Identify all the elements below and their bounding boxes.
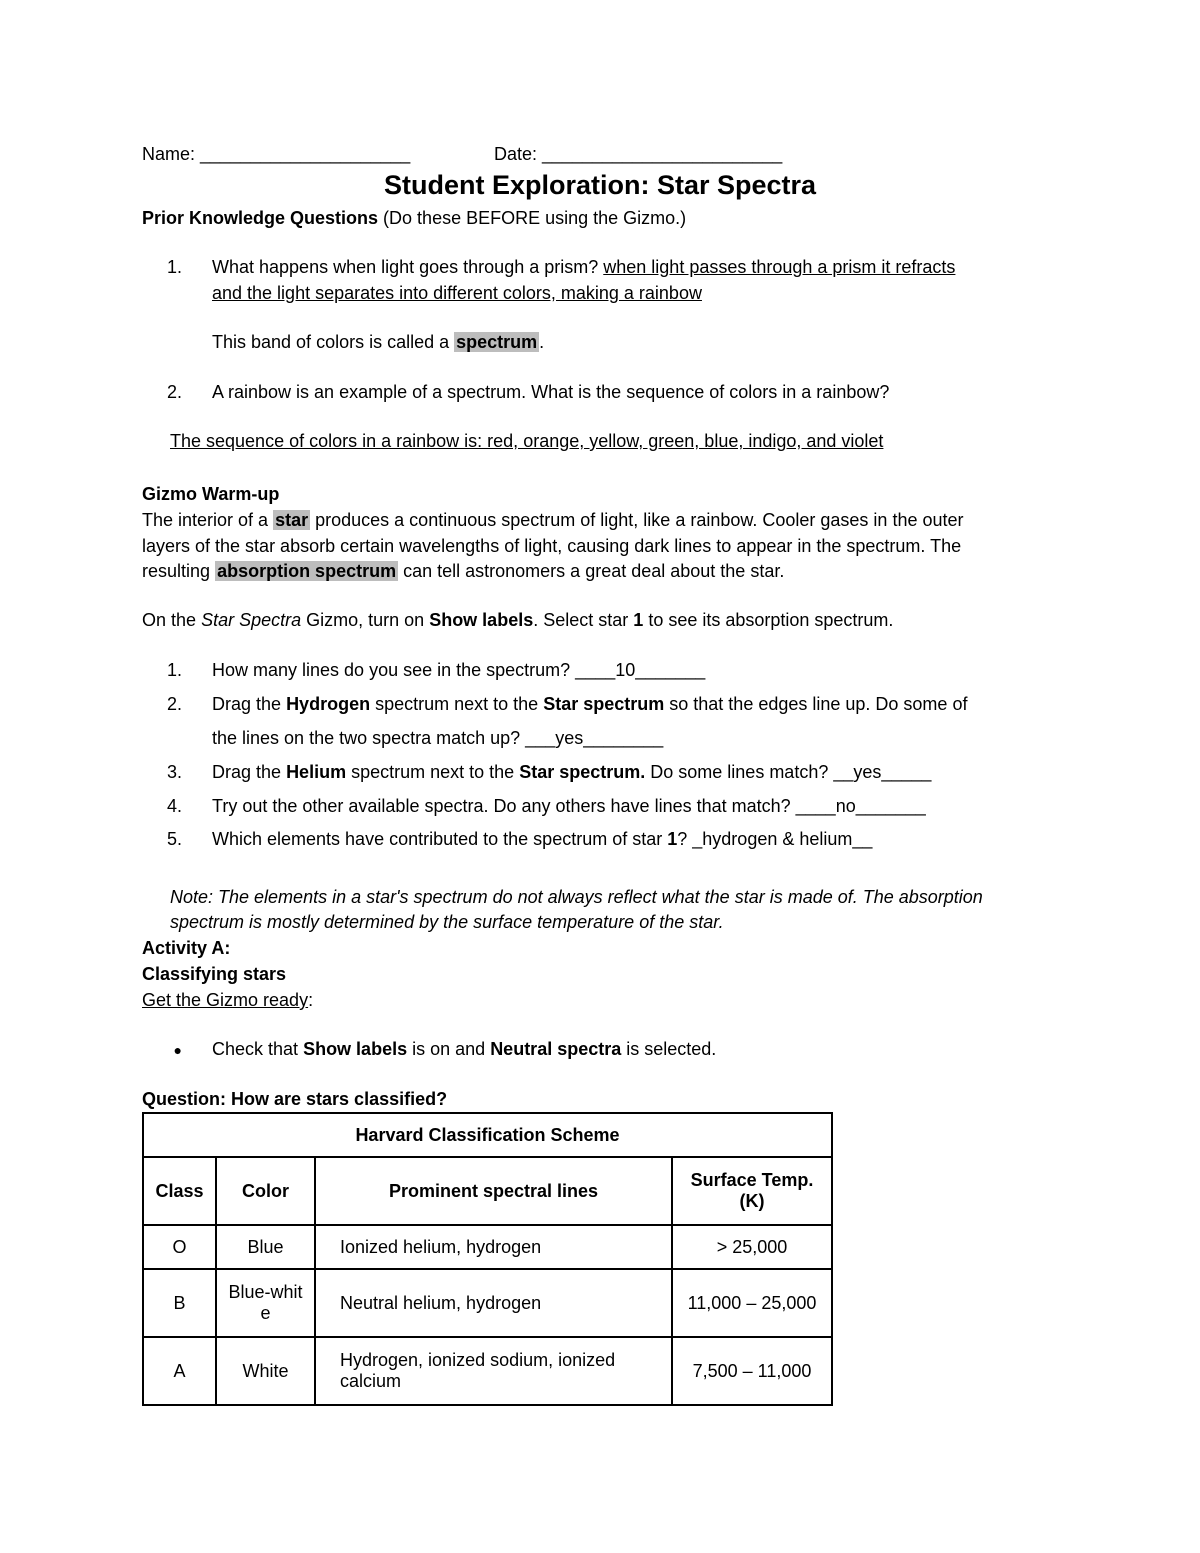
warmup-line2: layers of the star absorb certain wavelengths of light, causing dark lines to appear in the spectrum. The (142, 536, 962, 556)
instr-c: . Select star (533, 610, 629, 630)
date-label: Date: (494, 144, 538, 164)
row-a-color: White (216, 1337, 315, 1405)
item5-a: Which elements have contributed to the spectrum of star (212, 829, 663, 849)
question-heading: Question: How are stars classified? (142, 1089, 448, 1109)
item3-star-spectrum: Star spectrum. (519, 762, 646, 782)
instr-star-number: 1 (633, 610, 644, 630)
gizmo-ready (142, 990, 313, 1011)
activity-heading: Activity A: (142, 938, 231, 958)
item3-d: Do some lines match? __yes_____ (650, 762, 932, 782)
page-title: Student Exploration: Star Spectra (383, 170, 817, 200)
spectrum-prefix: This band of colors is called a (212, 332, 450, 352)
prior-heading (142, 208, 686, 229)
item2-number: 2. (166, 694, 182, 714)
bullet-d: is selected. (626, 1039, 717, 1059)
warmup-item-2 (142, 694, 967, 715)
row-o-color: Blue (216, 1225, 315, 1269)
row-b-lines: Neutral helium, hydrogen (315, 1269, 672, 1337)
row-a-class: A (143, 1337, 216, 1405)
warmup-line1 (142, 510, 964, 531)
activity-subheading: Classifying stars (142, 964, 287, 984)
row-o-lines: Ionized helium, hydrogen (315, 1225, 672, 1269)
date-field[interactable] (494, 144, 782, 165)
row-a-lines-line1: Hydrogen, ionized sodium, ionized (340, 1350, 616, 1370)
bullet-item (142, 1039, 716, 1060)
item5-c: ? _hydrogen & helium__ (677, 829, 873, 849)
warmup-instruction (142, 610, 893, 631)
q2-answer: The sequence of colors in a rainbow is: red, orange, yellow, green, blue, indigo, and violet (170, 431, 884, 451)
table-row (143, 1337, 832, 1405)
header-class: Class (143, 1157, 216, 1225)
table-row (143, 1269, 832, 1337)
item1-number: 1. (166, 660, 182, 680)
item2-hydrogen: Hydrogen (286, 694, 371, 714)
row-a-lines-line2: calcium (340, 1371, 402, 1391)
table-caption-row (143, 1113, 832, 1157)
row-b-color-line2: e (260, 1303, 271, 1323)
instr-show-labels: Show labels (429, 610, 534, 630)
instr-gizmo-name: Star Spectra (201, 610, 302, 630)
row-b-class: B (143, 1269, 216, 1337)
row-a-lines (315, 1337, 672, 1405)
prior-q1 (142, 257, 955, 278)
prior-q2 (142, 382, 889, 403)
gizmo-ready-colon: : (308, 990, 314, 1010)
q1-answer-line2: and the light separates into different colors, making a rainbow (212, 283, 702, 303)
note-line2: spectrum is mostly determined by the surface temperature of the star. (170, 912, 724, 932)
item5-number: 5. (166, 829, 182, 849)
spectrum-suffix: . (539, 332, 545, 352)
item2-a: Drag the (212, 694, 282, 714)
note-line1: Note: The elements in a star's spectrum do not always reflect what the star is made of. The absorption (170, 887, 983, 907)
instr-b: Gizmo, turn on (306, 610, 425, 630)
table-header-row (143, 1157, 832, 1225)
absorption-spectrum-term: absorption spectrum (217, 561, 397, 581)
warmup-item-3 (142, 762, 931, 783)
header-temp-line2: (K) (739, 1191, 765, 1211)
table-caption: Harvard Classification Scheme (143, 1113, 832, 1157)
warmup-line3 (142, 561, 784, 582)
spectrum-sentence (212, 332, 544, 353)
item2-star-spectrum: Star spectrum (543, 694, 665, 714)
date-blank: ________________________ (542, 144, 783, 164)
instr-d: to see its absorption spectrum. (648, 610, 894, 630)
warmup-line1-b: produces a continuous spectrum of light, like a rainbow. Cooler gases in the outer (315, 510, 964, 530)
row-b-color (216, 1269, 315, 1337)
bullet-a: Check that (212, 1039, 299, 1059)
header-lines: Prominent spectral lines (315, 1157, 672, 1225)
bullet-show-labels: Show labels (303, 1039, 408, 1059)
item2-d: so that the edges line up. Do some of (669, 694, 968, 714)
warmup-line3-b: can tell astronomers a great deal about the star. (403, 561, 785, 581)
spectrum-term: spectrum (456, 332, 538, 352)
header-color: Color (216, 1157, 315, 1225)
row-b-temp: 11,000 – 25,000 (672, 1269, 832, 1337)
q1-number: 1. (166, 257, 182, 277)
warmup-line3-a: resulting (142, 561, 211, 581)
warmup-item-5 (142, 829, 872, 850)
header-temp (672, 1157, 832, 1225)
bullet-c: is on and (412, 1039, 486, 1059)
item3-number: 3. (166, 762, 182, 782)
bullet-neutral-spectra: Neutral spectra (490, 1039, 622, 1059)
q1-text: What happens when light goes through a prism? (212, 257, 599, 277)
row-o-temp: > 25,000 (672, 1225, 832, 1269)
warmup-item-4 (142, 796, 926, 817)
table-row (143, 1225, 832, 1269)
header-temp-line1: Surface Temp. (690, 1170, 814, 1190)
row-b-color-line1: Blue-whit (228, 1282, 303, 1302)
row-a-temp: 7,500 – 11,000 (672, 1337, 832, 1405)
bullet-icon: ● (173, 1042, 182, 1058)
item1-text: How many lines do you see in the spectrum? ____10_______ (212, 660, 706, 680)
item3-a: Drag the (212, 762, 282, 782)
warmup-item-1 (142, 660, 705, 681)
gizmo-ready-text: Get the Gizmo ready (142, 990, 309, 1010)
harvard-classification-table (142, 1112, 833, 1406)
instr-a: On the (142, 610, 197, 630)
row-o-class: O (143, 1225, 216, 1269)
name-blank: _____________________ (200, 144, 411, 164)
name-field[interactable] (142, 144, 410, 165)
star-term: star (275, 510, 309, 530)
prior-heading-bold: Prior Knowledge Questions (142, 208, 379, 228)
q1-answer-line1: when light passes through a prism it refracts (603, 257, 956, 277)
q2-text: A rainbow is an example of a spectrum. What is the sequence of colors in a rainbow? (212, 382, 890, 402)
item3-helium: Helium (286, 762, 347, 782)
name-label: Name: (142, 144, 196, 164)
q2-number: 2. (166, 382, 182, 402)
warmup-heading: Gizmo Warm-up (142, 484, 280, 504)
item5-star-number: 1 (667, 829, 678, 849)
item2-c: spectrum next to the (375, 694, 539, 714)
item4-number: 4. (166, 796, 182, 816)
item2-line2: the lines on the two spectra match up? ___yes________ (212, 728, 664, 748)
item4-text: Try out the other available spectra. Do any others have lines that match? ____no_______ (212, 796, 926, 816)
item3-c: spectrum next to the (351, 762, 515, 782)
prior-heading-note: (Do these BEFORE using the Gizmo.) (383, 208, 687, 228)
warmup-line1-a: The interior of a (142, 510, 269, 530)
